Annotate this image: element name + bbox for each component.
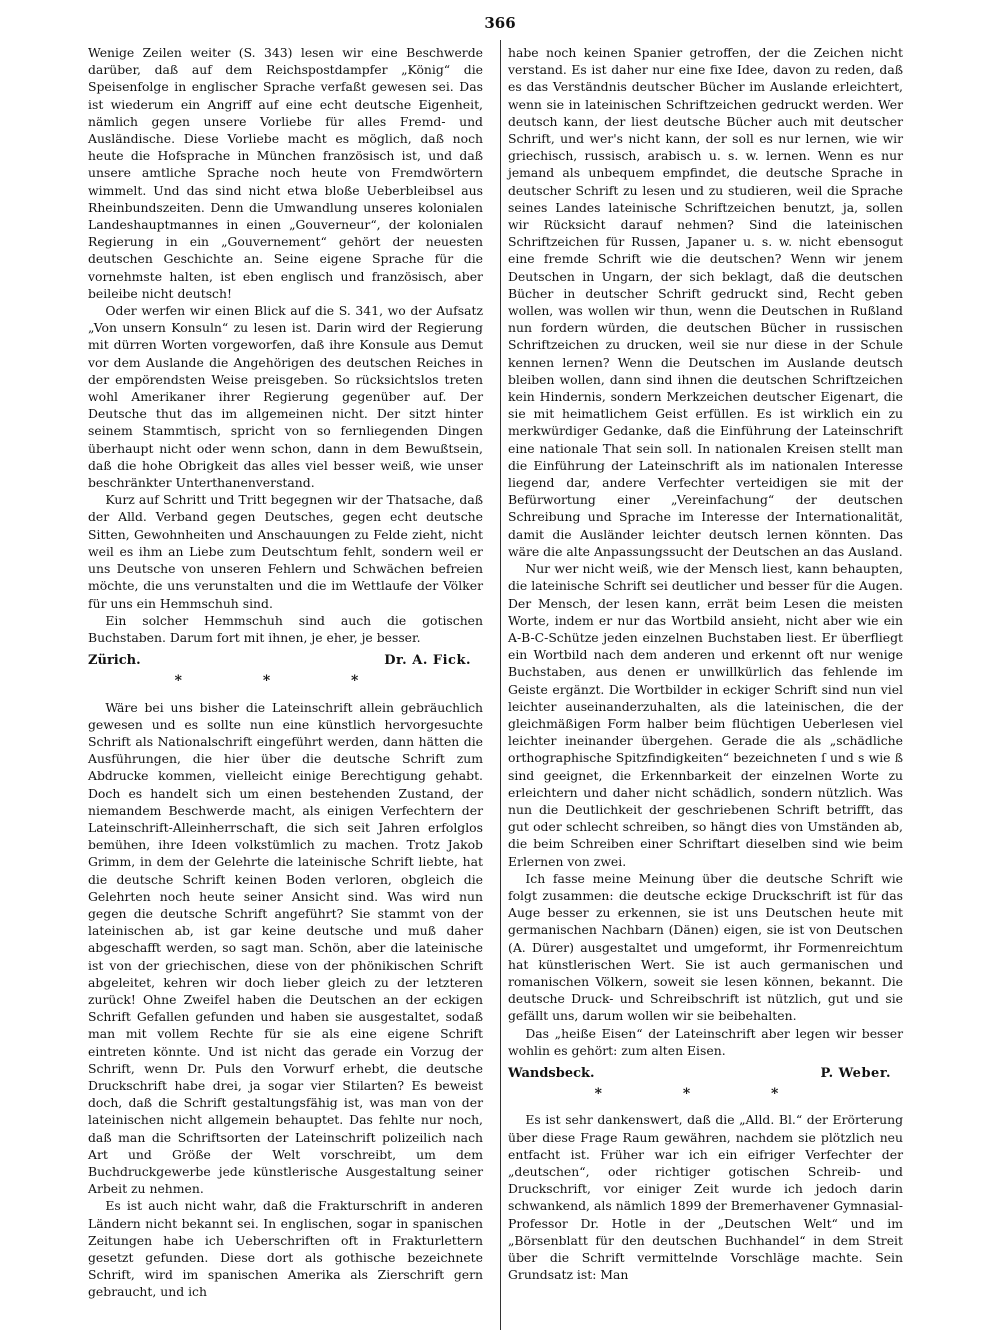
section-separator: * * *	[594, 1086, 817, 1103]
paragraph: Nur wer nicht weiß, wie der Mensch liest, kann behaupten, die lateinische Schrift sei deutlicher und besser für die Augen. Der Mensch, der lesen kann, errät beim Lesen die meisten Worte, indem er nur das Wortbild ansieht, nicht aber wie ein A-B-C-Schütze jeden einzelnen Buchstaben liest. Er überfliegt ein Wortbild nach dem anderen und erkennt oft nur wenige Buchstaben, aus denen er unwillkürlich das fehlende im Geiste ergänzt. Die Wortbilder in eckiger Schrift sind nun viel leichter auseinanderzuhalten, als die lateinischen, die der gleichmäßigen Form halber beim flüchtigen Ueberlesen viel leichter ineinander übergehen. Gerade die als „schädliche orthographische Spitzfindigkeiten“ bezeichneten ſ und s wie ß sind geeignet, die Erkennbarkeit der einzelnen Worte zu erleichtern und daher nicht schädlich, sondern nützlich. Was nun die Deutlichkeit der geschriebenen Schrift betrifft, das gut oder schlecht schreiben, so hängt dies von Umständen ab, die beim Schreiben einer Schriftart dieselben sind wie beim Erlernen von zwei.	[508, 561, 903, 869]
right-column	[508, 44, 903, 1283]
paragraph: Oder werfen wir einen Blick auf die S. 341, wo der Aufsatz „Von unsern Konsuln“ zu lesen ist. Darin wird der Regierung mit dürren Worten vorgeworfen, daß ihre Konsule aus Demut vor dem Auslande die Angehörigen des deutschen Reiches in der empörendsten Weise preisgeben. So rücksichtslos treten wohl Amerikaner ihrer Regierung gegenüber auf. Der Deutsche thut das im allgemeinen nicht. Der sitzt hinter seinem Stammtisch, spricht von so fernliegenden Dingen überhaupt nicht oder wenn schon, dann in dem Bewußtsein, daß die hohe Obrigkeit das alles viel besser weiß, wie unser beschränkter Unterthanenverstand.	[88, 303, 483, 491]
left-column	[88, 44, 483, 1301]
paragraph: Ich fasse meine Meinung über die deutsche Schrift wie folgt zusammen: die deutsche eckige Druckschrift ist für das Auge besser zu erkennen, sie ist uns Deutschen heute mit germanischen Nachbarn (Dänen) eigen, sie ist von Deutschen (A. Dürer) ausgestaltet und umgeformt, ihr Formenreichtum hat künstlerischen Wert. Sie ist auch germanischen und romanischen Völkern, soweit sie lesen können, bekannt. Die deutsche Druck- und Schreibschrift ist nützlich, gut und sie gefällt uns, darum wollen wir sie beibehalten.	[508, 870, 903, 1024]
paragraph: Wenige Zeilen weiter (S. 343) lesen wir eine Beschwerde darüber, daß auf dem Reichspostdampfer „König“ die Speisenfolge in englischer Sprache verfaßt gewesen sei. Das ist wiederum ein Angriff auf eine echt deutsche Eigenheit, nämlich gegen unsere Vorliebe für alles Fremd- und Ausländische. Diese Vorliebe macht es möglich, daß noch heute die Hofsprache in München französisch ist, und daß unsere amtliche Sprache noch heute von Fremdwörtern wimmelt. Und das sind nicht etwa bloße Ueberbleibsel aus Rheinbundszeiten. Denn die Umwandlung unseres kolonialen Landeshauptmannes in einen „Gouverneur“, der kolonialen Regierung in ein „Gouvernement“ gehört der neuesten deutschen Geschichte an. Seine eigene Sprache für die vornehmste halten, ist eben englisch und französisch, aber beileibe nicht deutsch!	[88, 45, 483, 301]
paragraph: Kurz auf Schritt und Tritt begegnen wir der Thatsache, daß der Alld. Verband gegen Deutsches, gegen echt deutsche Sitten, Gewohnheiten und Anschauungen zu Felde zieht, nicht weil es ihm an Liebe zum Deutschtum fehlt, sondern weil er uns Deutsche von unseren Fehlern und Schwächen befreien möchte, die uns verunstalten und die im Wettlaufe der Völker für uns ein Hemmschuh sind.	[88, 492, 483, 611]
paragraph: Es ist auch nicht wahr, daß die Frakturschrift in anderen Ländern nicht bekannt sei. In englischen, sogar in spanischen Zeitungen habe ich Ueberschriften oft in Frakturlettern gesetzt gefunden. Diese dort als gothische bezeichnete Schrift, wird im spanischen Amerika als Zierschrift gern gebraucht, und ich	[88, 1198, 483, 1300]
paragraph: Das „heiße Eisen“ der Lateinschrift aber legen wir besser wohlin es gehört: zum alten Eisen.	[508, 1025, 903, 1058]
signature-author: Dr. A. Fick.	[384, 653, 471, 669]
paragraph: habe noch keinen Spanier getroffen, der die Zeichen nicht verstand. Es ist daher nur eine fixe Idee, davon zu reden, daß es das Verständnis deutscher Bücher im Auslande erleichtert, wenn sie in lateinischen Schriftzeichen gedruckt werden. Wer deutsch kann, der liest deutsche Bücher auch mit deutscher Schrift, und wer's nicht kann, der soll es nur lernen, wie wir griechisch, russisch, arabisch u. s. w. lernen. Wenn es nur jemand als unbequem empfindet, die deutsche Sprache in deutscher Schrift zu lesen und zu studieren, weil die Sprache seines Landes lateinische Schriftzeichen benutzt, ja, sollen wir Rücksicht darauf nehmen? Sind die lateinischen Schriftzeichen für Russen, Japaner u. s. w. nicht ebensogut eine fremde Schrift wie die deutschen? Wenn wir jenem Deutschen in Ungarn, der sich beklagt, daß die deutschen Bücher in deutscher Schrift gedruckt sind, Recht geben wollen, was wollen wir thun, wenn die Deutschen in Rußland nun fordern würden, die deutschen Bücher in russischen Schriftzeichen zu drucken, weil sie nur diese in der Schule kennen lernen? Wenn die Deutschen im Auslande deutsch bleiben wollen, dann sind ihnen die deutschen Schriftzeichen kein Hindernis, sondern Merkzeichen deutscher Eigenart, die sie mit heimatlichem Geist erfüllen. Es ist wirklich ein zu merkwürdiger Gedanke, daß die Einführung der Lateinschrift eine nationale That sein soll. In nationalen Kreisen stellt man die Einführung der Lateinschrift als im nationalen Interesse liegend dar, andere Verfechter verteidigen sie mit der Befürwortung einer „Vereinfachung“ der deutschen Schreibung und Sprache im Interesse der Internationalität, damit die Ausländer leichter deutsch lernen könnten. Das wäre die alte Anpassungssucht der Deutschen an das Ausland.	[508, 45, 903, 559]
signature-line	[508, 1065, 903, 1082]
paragraph: Ein solcher Hemmschuh sind auch die gotischen Buchstaben. Darum fort mit ihnen, je eher, je besser.	[88, 612, 483, 645]
paragraph: Wäre bei uns bisher die Lateinschrift allein gebräuchlich gewesen und es sollte nun eine künstlich hervorgesuchte Schrift als Nationalschrift eingeführt werden, dann hätten die Ausführungen, die hier über die deutsche Schrift zum Abdrucke kommen, vielleicht einige Berechtigung gehabt. Doch es handelt sich um einen bestehenden Zustand, der niemandem Beschwerde macht, als einigen Verfechtern der Lateinschrift-Alleinherrschaft, die sich seit Jahren erfolglos bemühen, ihre Ideen volkstümlich zu machen. Trotz Jakob Grimm, in dem der Gelehrte die lateinische Schrift liebte, hat die deutsche Schrift keinen Boden verloren, obgleich die Gelehrten noch heute seiner Ansicht sind. Was wird nun gegen die deutsche Schrift angeführt? Sie stammt von der lateinischen ab, ist gar keine deutsche und muß daher abgeschafft werden, so sagt man. Schön, aber die lateinische ist von der griechischen, diese von der phönikischen Schrift abgeleitet, kehren wir doch lieber gleich zu der letzteren zurück! Ohne Zweifel haben die Deutschen an der eckigen Schrift Gefallen gefunden und haben sie ausgestaltet, sodaß man mit vollem Rechte für sie als eine eigene Schrift eintreten könnte. Und ist nicht das gerade ein Vorzug der Schrift, wenn Dr. Puls den Vorwurf erhebt, die deutsche Druckschrift habe drei, ja sogar vier Stilarten? Es beweist doch, daß die Schrift gestaltungsfähig ist, was man von der lateinischen nicht allgemein behauptet. Das fehlte nur noch, daß man die Schriftsorten der Lateinschrift polizeilich nach Art und Größe der Welt vorschreibt, um dem Buchdruckgewerbe jede künstlerische Ausgestaltung seiner Arbeit zu nehmen.	[88, 699, 483, 1197]
signature-place: Wandsbeck.	[508, 1065, 595, 1081]
signature-line	[88, 652, 483, 669]
signature-place: Zürich.	[88, 653, 141, 669]
paragraph: Es ist sehr dankenswert, daß die „Alld. Bl.“ der Erörterung über diese Frage Raum gewähren, nachdem sie plötzlich neu entfacht ist. Früher war ich ein eifriger Verfechter der „deutschen“, oder richtiger gotischen Schreib- und Druckschrift, vor einiger Zeit wurde ich jedoch darin schwankend, als nämlich 1899 der Bremerhavener Gymnasial-Professor Dr. Hotle in der „Deutschen Welt“ und im „Börsenblatt für den deutschen Buchhandel“ in dem Streit über die Schrift vermittelnde Vorschläge machte. Sein Grundsatz ist: Man	[508, 1112, 903, 1283]
page-number: 366	[484, 14, 516, 32]
column-divider	[500, 40, 501, 1330]
section-separator: * * *	[174, 673, 397, 690]
signature-author: P. Weber.	[820, 1065, 891, 1081]
